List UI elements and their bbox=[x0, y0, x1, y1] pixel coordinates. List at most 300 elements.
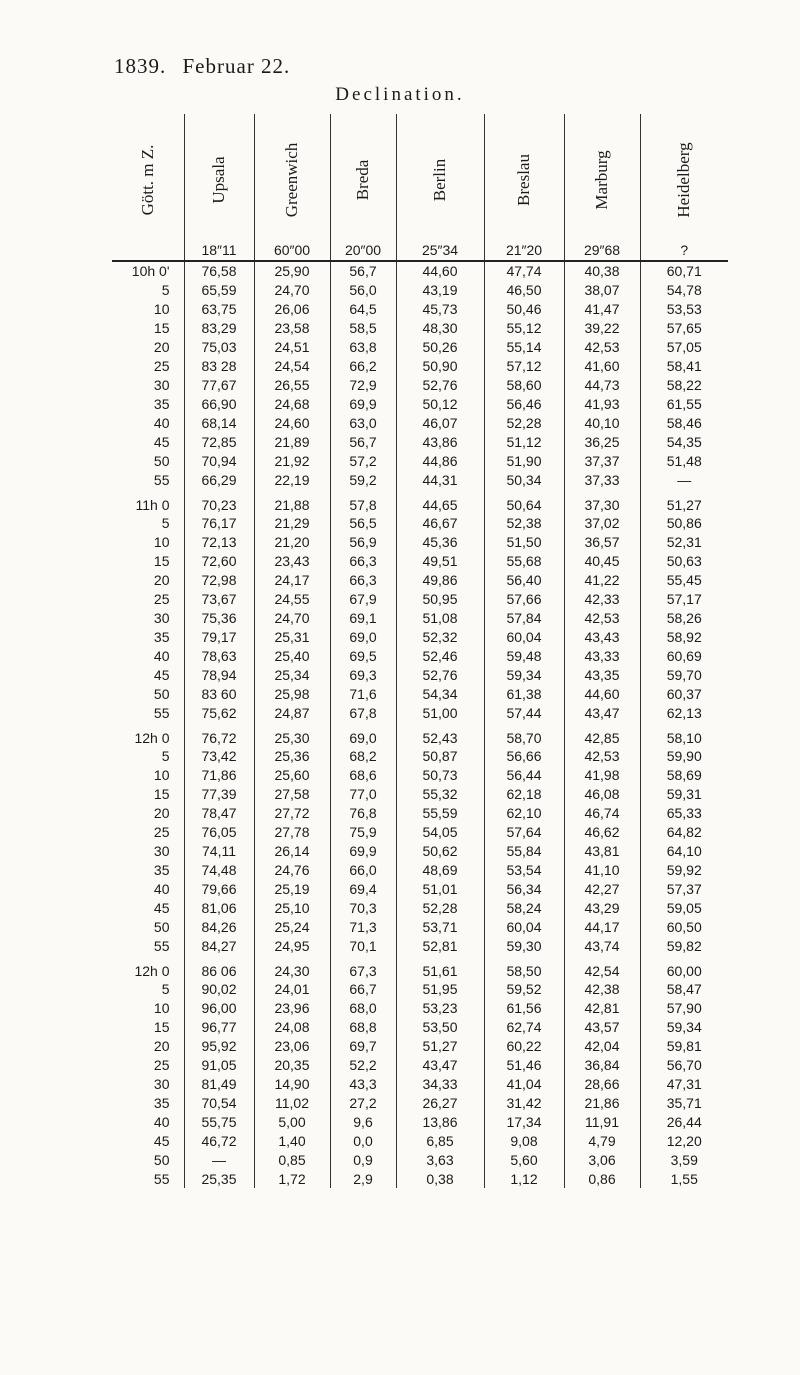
value-cell: 44,86 bbox=[396, 451, 484, 470]
value-cell: 58,46 bbox=[640, 413, 728, 432]
time-cell: 15 bbox=[153, 552, 170, 569]
time-cell: 55 bbox=[153, 704, 170, 721]
value-cell: 24,60 bbox=[254, 413, 330, 432]
time-cell: 50 bbox=[153, 1151, 170, 1168]
time-cell: 20 bbox=[153, 1037, 170, 1054]
value-cell: 25,31 bbox=[254, 627, 330, 646]
value-cell: 46,67 bbox=[396, 513, 484, 532]
value-cell: 50,62 bbox=[396, 841, 484, 860]
value-cell: 21,20 bbox=[254, 532, 330, 551]
value-cell: 55,84 bbox=[484, 841, 564, 860]
value-cell: 70,3 bbox=[330, 898, 396, 917]
table-row bbox=[112, 451, 728, 470]
value-cell: 58,69 bbox=[640, 765, 728, 784]
value-cell: 56,0 bbox=[330, 280, 396, 299]
value-cell: 53,53 bbox=[640, 299, 728, 318]
value-cell: 66,90 bbox=[184, 394, 254, 413]
value-cell: 57,8 bbox=[330, 489, 396, 513]
time-cell: 25 bbox=[153, 357, 170, 374]
station-longitude: ? bbox=[680, 242, 689, 258]
value-cell: 70,1 bbox=[330, 936, 396, 955]
value-cell: — bbox=[184, 1150, 254, 1169]
value-cell: 51,27 bbox=[396, 1036, 484, 1055]
value-cell: 42,54 bbox=[564, 955, 640, 979]
table-row bbox=[112, 608, 728, 627]
value-cell: 40,10 bbox=[564, 413, 640, 432]
table-row bbox=[112, 280, 728, 299]
value-cell: 77,39 bbox=[184, 784, 254, 803]
value-cell: 43,3 bbox=[330, 1074, 396, 1093]
value-cell: 28,66 bbox=[564, 1074, 640, 1093]
station-longitude: 25″34 bbox=[421, 242, 459, 258]
time-cell: 40 bbox=[153, 1113, 170, 1130]
value-cell: 50,73 bbox=[396, 765, 484, 784]
value-cell: 61,38 bbox=[484, 684, 564, 703]
value-cell: 75,03 bbox=[184, 337, 254, 356]
value-cell: 48,30 bbox=[396, 318, 484, 337]
value-cell: 25,10 bbox=[254, 898, 330, 917]
value-cell: 79,66 bbox=[184, 879, 254, 898]
value-cell: 90,02 bbox=[184, 979, 254, 998]
value-cell: 52,28 bbox=[484, 413, 564, 432]
value-cell: 57,17 bbox=[640, 589, 728, 608]
value-cell: 72,9 bbox=[330, 375, 396, 394]
value-cell: 24,17 bbox=[254, 570, 330, 589]
value-cell: 21,92 bbox=[254, 451, 330, 470]
declination-table bbox=[112, 114, 728, 1188]
value-cell: 21,88 bbox=[254, 489, 330, 513]
value-cell: 58,5 bbox=[330, 318, 396, 337]
value-cell: 84,26 bbox=[184, 917, 254, 936]
table-row bbox=[112, 998, 728, 1017]
time-cell: 12h 0 bbox=[134, 963, 170, 979]
time-cell: 5 bbox=[161, 980, 170, 997]
value-cell: 3,59 bbox=[640, 1150, 728, 1169]
value-cell: 24,70 bbox=[254, 608, 330, 627]
table-row bbox=[112, 784, 728, 803]
value-cell: 43,74 bbox=[564, 936, 640, 955]
value-cell: 1,55 bbox=[640, 1169, 728, 1188]
station-longitude: 29″68 bbox=[583, 242, 621, 258]
value-cell: 56,40 bbox=[484, 570, 564, 589]
value-cell: 52,28 bbox=[396, 898, 484, 917]
value-cell: 55,12 bbox=[484, 318, 564, 337]
value-cell: 24,68 bbox=[254, 394, 330, 413]
value-cell: 25,40 bbox=[254, 646, 330, 665]
value-cell: 42,04 bbox=[564, 1036, 640, 1055]
column-header bbox=[640, 114, 728, 261]
value-cell: 36,84 bbox=[564, 1055, 640, 1074]
value-cell: 70,94 bbox=[184, 451, 254, 470]
value-cell: 62,13 bbox=[640, 703, 728, 722]
time-cell: 55 bbox=[153, 471, 170, 488]
value-cell: 69,0 bbox=[330, 627, 396, 646]
value-cell: 43,43 bbox=[564, 627, 640, 646]
value-cell: 73,42 bbox=[184, 746, 254, 765]
value-cell: 59,30 bbox=[484, 936, 564, 955]
table-row bbox=[112, 917, 728, 936]
value-cell: 57,37 bbox=[640, 879, 728, 898]
value-cell: 62,10 bbox=[484, 803, 564, 822]
value-cell: 86 06 bbox=[184, 955, 254, 979]
value-cell: 69,7 bbox=[330, 1036, 396, 1055]
value-cell: 76,17 bbox=[184, 513, 254, 532]
value-cell: 46,07 bbox=[396, 413, 484, 432]
time-cell: 5 bbox=[161, 747, 170, 764]
value-cell: 51,48 bbox=[640, 451, 728, 470]
value-cell: 76,58 bbox=[184, 261, 254, 280]
value-cell: 50,63 bbox=[640, 551, 728, 570]
value-cell: 41,47 bbox=[564, 299, 640, 318]
table-row bbox=[112, 703, 728, 722]
value-cell: 59,70 bbox=[640, 665, 728, 684]
table-row bbox=[112, 1036, 728, 1055]
value-cell: 55,75 bbox=[184, 1112, 254, 1131]
value-cell: 54,05 bbox=[396, 822, 484, 841]
value-cell: 70,23 bbox=[184, 489, 254, 513]
value-cell: 57,84 bbox=[484, 608, 564, 627]
time-cell: 35 bbox=[153, 395, 170, 412]
value-cell: 25,24 bbox=[254, 917, 330, 936]
table-row bbox=[112, 1017, 728, 1036]
value-cell: 91,05 bbox=[184, 1055, 254, 1074]
time-cell: 30 bbox=[153, 376, 170, 393]
value-cell: 24,87 bbox=[254, 703, 330, 722]
station-name: Marburg bbox=[592, 150, 611, 210]
value-cell: 36,25 bbox=[564, 432, 640, 451]
table-row bbox=[112, 589, 728, 608]
value-cell: 53,50 bbox=[396, 1017, 484, 1036]
time-cell: 25 bbox=[153, 1056, 170, 1073]
value-cell: 69,1 bbox=[330, 608, 396, 627]
value-cell: 56,46 bbox=[484, 394, 564, 413]
value-cell: 57,65 bbox=[640, 318, 728, 337]
value-cell: 81,06 bbox=[184, 898, 254, 917]
value-cell: 63,0 bbox=[330, 413, 396, 432]
value-cell: 66,0 bbox=[330, 860, 396, 879]
value-cell: 51,08 bbox=[396, 608, 484, 627]
value-cell: 27,78 bbox=[254, 822, 330, 841]
value-cell: 24,54 bbox=[254, 356, 330, 375]
value-cell: 25,90 bbox=[254, 261, 330, 280]
value-cell: 59,90 bbox=[640, 746, 728, 765]
value-cell: 70,54 bbox=[184, 1093, 254, 1112]
value-cell: 73,67 bbox=[184, 589, 254, 608]
value-cell: 46,74 bbox=[564, 803, 640, 822]
value-cell: 52,32 bbox=[396, 627, 484, 646]
value-cell: 56,7 bbox=[330, 432, 396, 451]
time-cell: 10 bbox=[153, 999, 170, 1016]
time-cell: 30 bbox=[153, 842, 170, 859]
value-cell: 24,51 bbox=[254, 337, 330, 356]
value-cell: 60,04 bbox=[484, 917, 564, 936]
value-cell: 57,12 bbox=[484, 356, 564, 375]
time-cell: 20 bbox=[153, 804, 170, 821]
value-cell: 51,61 bbox=[396, 955, 484, 979]
value-cell: 51,00 bbox=[396, 703, 484, 722]
value-cell: 5,60 bbox=[484, 1150, 564, 1169]
value-cell: 63,75 bbox=[184, 299, 254, 318]
value-cell: 41,98 bbox=[564, 765, 640, 784]
value-cell: 51,12 bbox=[484, 432, 564, 451]
value-cell: 46,72 bbox=[184, 1131, 254, 1150]
value-cell: 50,64 bbox=[484, 489, 564, 513]
table-row bbox=[112, 513, 728, 532]
value-cell: 38,07 bbox=[564, 280, 640, 299]
value-cell: 78,63 bbox=[184, 646, 254, 665]
value-cell: 62,74 bbox=[484, 1017, 564, 1036]
value-cell: 26,14 bbox=[254, 841, 330, 860]
table-row bbox=[112, 261, 728, 280]
value-cell: 24,55 bbox=[254, 589, 330, 608]
table-row bbox=[112, 627, 728, 646]
value-cell: 55,32 bbox=[396, 784, 484, 803]
value-cell: 50,34 bbox=[484, 470, 564, 489]
value-cell: 24,70 bbox=[254, 280, 330, 299]
value-cell: 75,62 bbox=[184, 703, 254, 722]
value-cell: 72,85 bbox=[184, 432, 254, 451]
value-cell: 68,2 bbox=[330, 746, 396, 765]
value-cell: 59,31 bbox=[640, 784, 728, 803]
time-cell: 10 bbox=[153, 533, 170, 550]
value-cell: 24,08 bbox=[254, 1017, 330, 1036]
value-cell: 25,98 bbox=[254, 684, 330, 703]
time-cell: 15 bbox=[153, 1018, 170, 1035]
time-cell: 20 bbox=[153, 571, 170, 588]
value-cell: 51,90 bbox=[484, 451, 564, 470]
value-cell: 59,48 bbox=[484, 646, 564, 665]
value-cell: 69,5 bbox=[330, 646, 396, 665]
value-cell: 46,50 bbox=[484, 280, 564, 299]
value-cell: 42,38 bbox=[564, 979, 640, 998]
value-cell: 26,55 bbox=[254, 375, 330, 394]
value-cell: 56,9 bbox=[330, 532, 396, 551]
value-cell: 26,06 bbox=[254, 299, 330, 318]
value-cell: 0,0 bbox=[330, 1131, 396, 1150]
value-cell: 43,86 bbox=[396, 432, 484, 451]
time-cell: 10 bbox=[153, 300, 170, 317]
value-cell: 45,73 bbox=[396, 299, 484, 318]
value-cell: 46,62 bbox=[564, 822, 640, 841]
value-cell: 53,23 bbox=[396, 998, 484, 1017]
station-name: Heidelberg bbox=[674, 142, 694, 218]
time-cell: 25 bbox=[153, 590, 170, 607]
value-cell: 44,73 bbox=[564, 375, 640, 394]
value-cell: 26,27 bbox=[396, 1093, 484, 1112]
value-cell: 27,72 bbox=[254, 803, 330, 822]
value-cell: 3,63 bbox=[396, 1150, 484, 1169]
value-cell: 40,38 bbox=[564, 261, 640, 280]
table-row bbox=[112, 822, 728, 841]
value-cell: 50,86 bbox=[640, 513, 728, 532]
value-cell: 71,86 bbox=[184, 765, 254, 784]
time-cell: 45 bbox=[153, 899, 170, 916]
value-cell: 55,68 bbox=[484, 551, 564, 570]
value-cell: 48,69 bbox=[396, 860, 484, 879]
value-cell: 34,33 bbox=[396, 1074, 484, 1093]
value-cell: 60,50 bbox=[640, 917, 728, 936]
station-name: Gött. m Z. bbox=[137, 144, 157, 216]
value-cell: 59,2 bbox=[330, 470, 396, 489]
time-cell: 50 bbox=[153, 452, 170, 469]
value-cell: 69,3 bbox=[330, 665, 396, 684]
page-header bbox=[114, 54, 300, 79]
value-cell: 43,47 bbox=[564, 703, 640, 722]
time-cell: 45 bbox=[153, 433, 170, 450]
value-cell: 69,9 bbox=[330, 394, 396, 413]
station-longitude: 60″00 bbox=[273, 242, 311, 258]
value-cell: 25,60 bbox=[254, 765, 330, 784]
time-cell: 50 bbox=[153, 918, 170, 935]
value-cell: 83 60 bbox=[184, 684, 254, 703]
value-cell: 58,24 bbox=[484, 898, 564, 917]
value-cell: 57,66 bbox=[484, 589, 564, 608]
value-cell: 26,44 bbox=[640, 1112, 728, 1131]
value-cell: 23,58 bbox=[254, 318, 330, 337]
page-title: Declination. bbox=[335, 84, 465, 105]
value-cell: 50,95 bbox=[396, 589, 484, 608]
time-cell: 45 bbox=[153, 1132, 170, 1149]
value-cell: 1,72 bbox=[254, 1169, 330, 1188]
value-cell: 66,3 bbox=[330, 551, 396, 570]
value-cell: 2,9 bbox=[330, 1169, 396, 1188]
value-cell: 79,17 bbox=[184, 627, 254, 646]
value-cell: 9,08 bbox=[484, 1131, 564, 1150]
value-cell: 58,50 bbox=[484, 955, 564, 979]
value-cell: 39,22 bbox=[564, 318, 640, 337]
value-cell: 41,60 bbox=[564, 356, 640, 375]
value-cell: 67,9 bbox=[330, 589, 396, 608]
value-cell: 31,42 bbox=[484, 1093, 564, 1112]
table-row bbox=[112, 1112, 728, 1131]
value-cell: 36,57 bbox=[564, 532, 640, 551]
value-cell: 52,46 bbox=[396, 646, 484, 665]
value-cell: 44,60 bbox=[396, 261, 484, 280]
value-cell: 59,52 bbox=[484, 979, 564, 998]
value-cell: 68,8 bbox=[330, 1017, 396, 1036]
value-cell: 50,26 bbox=[396, 337, 484, 356]
table-row bbox=[112, 337, 728, 356]
column-header bbox=[112, 114, 184, 261]
value-cell: 13,86 bbox=[396, 1112, 484, 1131]
value-cell: 72,98 bbox=[184, 570, 254, 589]
time-cell: 12h 0 bbox=[134, 730, 170, 746]
value-cell: 72,13 bbox=[184, 532, 254, 551]
value-cell: 84,27 bbox=[184, 936, 254, 955]
table-row bbox=[112, 979, 728, 998]
value-cell: 37,02 bbox=[564, 513, 640, 532]
value-cell: 49,86 bbox=[396, 570, 484, 589]
value-cell: 63,8 bbox=[330, 337, 396, 356]
value-cell: 37,37 bbox=[564, 451, 640, 470]
value-cell: 58,92 bbox=[640, 627, 728, 646]
value-cell: 23,43 bbox=[254, 551, 330, 570]
value-cell: 52,76 bbox=[396, 665, 484, 684]
table-row bbox=[112, 1169, 728, 1188]
value-cell: 49,51 bbox=[396, 551, 484, 570]
time-cell: 35 bbox=[153, 1094, 170, 1111]
table-row bbox=[112, 299, 728, 318]
value-cell: 56,66 bbox=[484, 746, 564, 765]
value-cell: 78,94 bbox=[184, 665, 254, 684]
value-cell: 52,31 bbox=[640, 532, 728, 551]
table-row bbox=[112, 860, 728, 879]
value-cell: 96,00 bbox=[184, 998, 254, 1017]
value-cell: 0,86 bbox=[564, 1169, 640, 1188]
table-row bbox=[112, 841, 728, 860]
value-cell: 52,43 bbox=[396, 722, 484, 746]
value-cell: 58,70 bbox=[484, 722, 564, 746]
table-row bbox=[112, 489, 728, 513]
table-row bbox=[112, 665, 728, 684]
value-cell: 51,01 bbox=[396, 879, 484, 898]
value-cell: 60,04 bbox=[484, 627, 564, 646]
value-cell: 71,3 bbox=[330, 917, 396, 936]
station-longitude: 20″00 bbox=[344, 242, 382, 258]
value-cell: 57,2 bbox=[330, 451, 396, 470]
value-cell: 66,2 bbox=[330, 356, 396, 375]
value-cell: 68,0 bbox=[330, 998, 396, 1017]
value-cell: 54,34 bbox=[396, 684, 484, 703]
value-cell: 52,2 bbox=[330, 1055, 396, 1074]
value-cell: 27,58 bbox=[254, 784, 330, 803]
time-cell: 10 bbox=[153, 766, 170, 783]
station-name: Breda bbox=[353, 159, 372, 201]
value-cell: 65,33 bbox=[640, 803, 728, 822]
value-cell: 42,33 bbox=[564, 589, 640, 608]
value-cell: 24,01 bbox=[254, 979, 330, 998]
value-cell: 57,64 bbox=[484, 822, 564, 841]
table-row bbox=[112, 570, 728, 589]
value-cell: 56,34 bbox=[484, 879, 564, 898]
value-cell: 56,5 bbox=[330, 513, 396, 532]
value-cell: 45,36 bbox=[396, 532, 484, 551]
value-cell: 44,60 bbox=[564, 684, 640, 703]
header-year: 1839. bbox=[114, 54, 167, 78]
table-row bbox=[112, 803, 728, 822]
value-cell: 25,30 bbox=[254, 722, 330, 746]
value-cell: 25,34 bbox=[254, 665, 330, 684]
value-cell: 69,4 bbox=[330, 879, 396, 898]
value-cell: 50,87 bbox=[396, 746, 484, 765]
time-cell: 15 bbox=[153, 319, 170, 336]
value-cell: 14,90 bbox=[254, 1074, 330, 1093]
table-row bbox=[112, 394, 728, 413]
value-cell: 9,6 bbox=[330, 1112, 396, 1131]
value-cell: 42,85 bbox=[564, 722, 640, 746]
value-cell: 57,44 bbox=[484, 703, 564, 722]
value-cell: 67,8 bbox=[330, 703, 396, 722]
value-cell: 51,46 bbox=[484, 1055, 564, 1074]
value-cell: 6,85 bbox=[396, 1131, 484, 1150]
table-row bbox=[112, 955, 728, 979]
table-row bbox=[112, 1093, 728, 1112]
table-row bbox=[112, 879, 728, 898]
value-cell: 5,00 bbox=[254, 1112, 330, 1131]
header-date: Februar 22. bbox=[182, 54, 291, 78]
value-cell: 58,60 bbox=[484, 375, 564, 394]
value-cell: 43,29 bbox=[564, 898, 640, 917]
value-cell: 77,67 bbox=[184, 375, 254, 394]
value-cell: 58,41 bbox=[640, 356, 728, 375]
value-cell: 66,3 bbox=[330, 570, 396, 589]
value-cell: 41,22 bbox=[564, 570, 640, 589]
value-cell: 60,37 bbox=[640, 684, 728, 703]
value-cell: 83 28 bbox=[184, 356, 254, 375]
value-cell: 41,04 bbox=[484, 1074, 564, 1093]
value-cell: — bbox=[640, 470, 728, 489]
value-cell: 68,6 bbox=[330, 765, 396, 784]
